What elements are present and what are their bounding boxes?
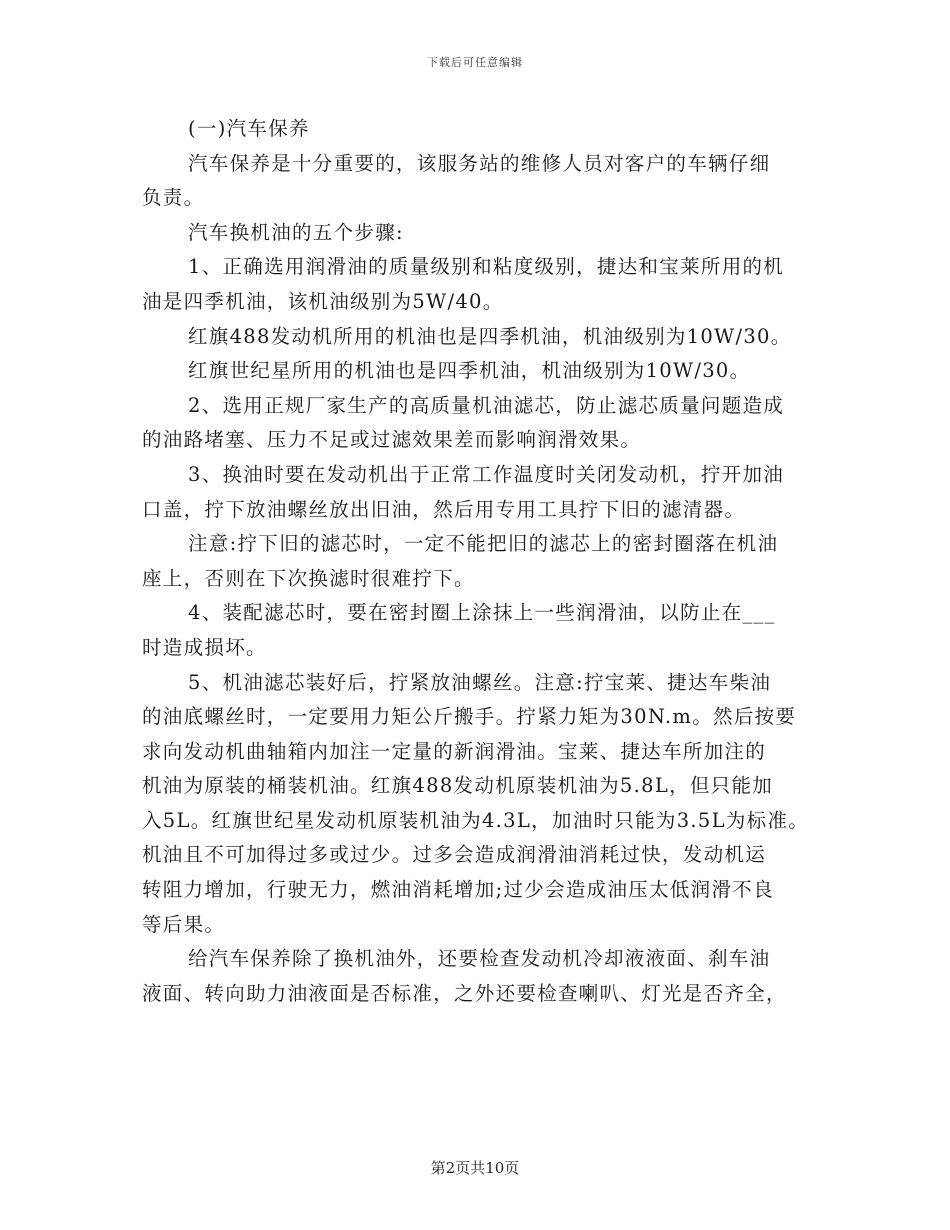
text-line: 1、正确选用润滑油的质量级别和粘度级别，捷达和宝莱所用的机 — [188, 255, 785, 279]
text-line: 的油底螺丝时，一定要用力矩公斤搬手。拧紧力矩为30N.m。然后按要 — [142, 705, 797, 729]
text-line: 5、机油滤芯装好后，拧紧放油螺丝。注意:拧宝莱、捷达车柴油 — [188, 670, 772, 694]
text-line: 汽车保养是十分重要的，该服务站的维修人员对客户的车辆仔细 — [188, 151, 771, 175]
text-line: 机油为原装的桶装机油。红旗488发动机原装机油为5.8L，但只能加 — [142, 774, 774, 798]
page-header: 下载后可任意编辑 — [427, 56, 523, 69]
text-line: (一)汽车保养 — [188, 117, 310, 140]
text-line: 注意:拧下旧的滤芯时，一定不能把旧的滤芯上的密封圈落在机油 — [188, 532, 779, 556]
text-line: 2、选用正规厂家生产的高质量机油滤芯，防止滤芯质量问题造成 — [188, 393, 785, 417]
text-line: 入5L。红旗世纪星发动机原装机油为4.3L，加油时只能为3.5L为标准。 — [142, 808, 810, 832]
text-line: 4、装配滤芯时，要在密封圈上涂抹上一些润滑油，以防止在___ — [188, 601, 776, 625]
text-line: 的油路堵塞、压力不足或过滤效果差而影响润滑效果。 — [142, 428, 642, 452]
text-line: 给汽车保养除了换机油外，还要检查发动机冷却液液面、刹车油 — [188, 947, 771, 971]
text-line: 机油且不可加得过多或过少。过多会造成润滑油消耗过快，发动机运 — [142, 843, 767, 867]
text-line: 液面、转向助力油液面是否标准，之外还要检查喇叭、灯光是否齐全， — [142, 981, 787, 1005]
text-line: 3、换油时要在发动机出于正常工作温度时关闭发动机，拧开加油 — [188, 462, 785, 486]
text-line: 等后果。 — [142, 912, 226, 936]
text-line: 油是四季机油，该机油级别为5W/40。 — [142, 289, 504, 313]
text-line: 红旗488发动机所用的机油也是四季机油，机油级别为10W/30。 — [188, 324, 792, 348]
page-number: 第2页共10页 — [430, 1159, 520, 1177]
text-line: 红旗世纪星所用的机油也是四季机油，机油级别为10W/30。 — [188, 359, 751, 383]
text-line: 求向发动机曲轴箱内加注一定量的新润滑油。宝莱、捷达车所加注的 — [142, 739, 767, 763]
document-body — [142, 112, 832, 1011]
text-line: 座上，否则在下次换滤时很难拧下。 — [142, 566, 475, 590]
text-line: 转阻力增加，行驶无力，燃油消耗增加;过少会造成油压太低润滑不良 — [142, 878, 774, 902]
text-line: 时造成损坏。 — [142, 635, 267, 659]
text-line: 口盖，拧下放油螺丝放出旧油，然后用专用工具拧下旧的滤清器。 — [142, 497, 746, 521]
text-line: 汽车换机油的五个步骤: — [188, 220, 404, 244]
text-line: 负责。 — [142, 186, 205, 210]
